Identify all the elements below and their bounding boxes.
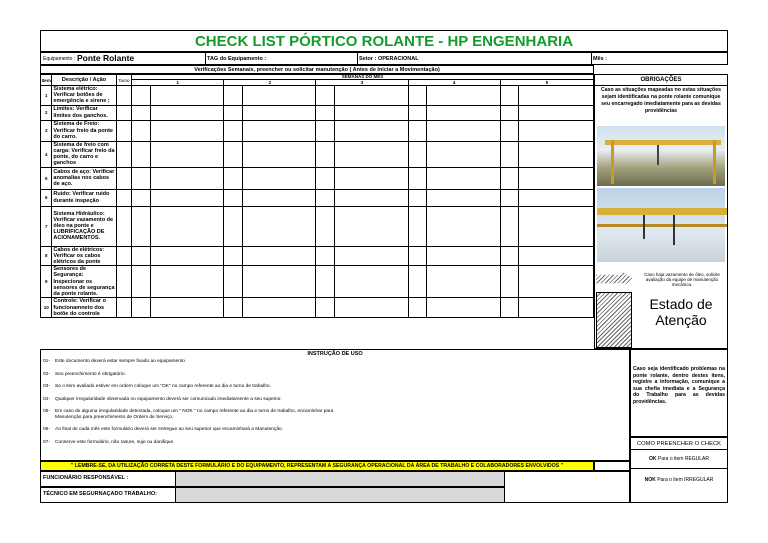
table-row: [41, 206, 594, 246]
instruction-number: 07-: [43, 439, 50, 445]
check-cell[interactable]: [408, 189, 427, 206]
instrucoes-title: INSTRUÇÃO DE USO: [307, 351, 363, 357]
instruction-number: 02-: [43, 371, 50, 377]
tag-label[interactable]: TAG do Equipamento :: [207, 56, 267, 62]
check-cell[interactable]: [132, 86, 151, 106]
check-cell[interactable]: [316, 266, 335, 298]
turno-cell[interactable]: [116, 298, 132, 318]
table-row: [41, 246, 594, 266]
table-row: [41, 266, 594, 298]
check-cell[interactable]: [242, 206, 316, 246]
check-cell[interactable]: [500, 266, 519, 298]
funcionario-label: FUNCIONÁRIO RESPONSÁVEL :: [43, 475, 129, 481]
check-cell[interactable]: [427, 298, 501, 318]
check-cell[interactable]: [427, 189, 501, 206]
check-cell[interactable]: [242, 266, 316, 298]
check-cell[interactable]: [500, 167, 519, 189]
check-cell[interactable]: [427, 86, 501, 106]
check-cell[interactable]: [427, 206, 501, 246]
check-cell[interactable]: [335, 266, 409, 298]
turno-cell[interactable]: [116, 86, 132, 106]
check-cell[interactable]: [519, 105, 594, 120]
check-cell[interactable]: [335, 86, 409, 106]
instruction-text: Seu preenchimento é obrigatório.: [55, 371, 126, 377]
instruction-line: [43, 440, 627, 446]
turno-cell[interactable]: [116, 120, 132, 141]
check-cell[interactable]: [242, 189, 316, 206]
item-number: 6: [41, 189, 52, 206]
check-cell[interactable]: [132, 246, 151, 266]
funcionario-field[interactable]: [175, 472, 505, 486]
equip-value[interactable]: Ponte Rolante: [77, 53, 135, 63]
instruction-text: Em caso de alguma irregularidade detectada, coloque um " NOK " no campo referente ao dia e turno de trabalho, encaminhar para Manutenção para preenchimento de Ordem de Serviço.: [55, 409, 334, 420]
check-cell[interactable]: [335, 167, 409, 189]
instruction-text: Ao final de cada mês este formulário deverá ser entregue ao seu superior que encaminhará a Manutenção.: [55, 427, 283, 432]
instruction-number: 05-: [43, 409, 50, 414]
item-number: 4: [41, 141, 52, 167]
check-cell[interactable]: [316, 246, 335, 266]
lembrete-spacer: [594, 461, 630, 471]
instruction-line: [43, 397, 627, 403]
check-cell[interactable]: [335, 298, 409, 318]
check-cell[interactable]: [150, 105, 224, 120]
table-row: [41, 141, 594, 167]
item-description: Sensores de Segurança: Inspecionar os sensores de segurança da ponte rolante.: [53, 266, 115, 298]
check-cell[interactable]: [242, 86, 316, 106]
check-cell[interactable]: [519, 206, 594, 246]
item-description: Cabos de aço: Verificar anomalias nos cabos de aço.: [53, 168, 115, 188]
check-cell[interactable]: [500, 206, 519, 246]
check-cell[interactable]: [316, 167, 335, 189]
check-cell[interactable]: [316, 189, 335, 206]
week-2-header: 2: [224, 80, 316, 86]
check-cell[interactable]: [150, 206, 224, 246]
table-row: [41, 120, 594, 141]
check-cell[interactable]: [150, 246, 224, 266]
check-cell[interactable]: [132, 105, 151, 120]
week-1-header: 1: [132, 80, 224, 86]
instrucoes-panel: [40, 349, 630, 461]
check-cell[interactable]: [224, 141, 243, 167]
check-cell[interactable]: [242, 246, 316, 266]
check-cell[interactable]: [408, 167, 427, 189]
table-row: [41, 167, 594, 189]
footer-funcionario-row: [40, 471, 504, 487]
instruction-line: [43, 359, 627, 365]
check-cell[interactable]: [427, 105, 501, 120]
check-cell[interactable]: [408, 105, 427, 120]
obrigacoes-title: OBRIGAÇÕES: [595, 75, 727, 86]
ok-text: Para o item REGULAR: [657, 456, 710, 462]
item-number: 9: [41, 266, 52, 298]
check-cell[interactable]: [519, 189, 594, 206]
item-description: Cabos de elétricos: Verificar os cabos elétricos da ponte: [52, 246, 116, 266]
crane-photo-2: [597, 188, 725, 262]
check-cell[interactable]: [150, 266, 224, 298]
check-cell[interactable]: [224, 189, 243, 206]
check-cell[interactable]: [242, 141, 316, 167]
weeks-header: SEMANAS DO MÊS: [132, 75, 594, 80]
check-cell[interactable]: [519, 246, 594, 266]
turno-cell[interactable]: [116, 206, 132, 246]
check-cell[interactable]: [408, 120, 427, 141]
ok-label: OK: [648, 456, 657, 462]
check-cell[interactable]: [316, 86, 335, 106]
check-cell[interactable]: [224, 298, 243, 318]
check-cell[interactable]: [150, 167, 224, 189]
instruction-text: Se o item avaliado estiver em ordem coloque um "OK" no campo referente ao dia e turno de trabalho.: [55, 384, 271, 389]
check-cell[interactable]: [500, 105, 519, 120]
check-cell[interactable]: [132, 120, 151, 141]
subheader: Verificações Semanais, preencher ou solicitar manutenção ( Antes de Iniciar a Movimentação): [40, 65, 594, 74]
arrow-graphic-2: [596, 292, 632, 348]
setor-label: Setor : OPERACIONAL: [359, 56, 419, 62]
estado-title: Estado de Atenção: [649, 296, 713, 328]
check-cell[interactable]: [335, 141, 409, 167]
check-cell[interactable]: [150, 120, 224, 141]
check-cell[interactable]: [132, 189, 151, 206]
turno-cell[interactable]: [116, 105, 132, 120]
instruction-number: 04-: [43, 396, 50, 402]
check-cell[interactable]: [427, 141, 501, 167]
col-desc-header: Descrição / Ação: [52, 75, 116, 86]
table-row: [41, 298, 594, 318]
check-cell[interactable]: [519, 167, 594, 189]
como-title: COMO PREENCHER O CHECK: [631, 438, 727, 450]
item-description: Sistema elétrico: Verificar botões de emergência e sirene ;: [52, 86, 116, 106]
tecnico-label: TÉCNICO EM SEGURNAÇADO TRABALHO:: [43, 491, 157, 497]
instruction-line: [43, 372, 627, 378]
turno-cell[interactable]: [116, 167, 132, 189]
week-4-header: 4: [408, 80, 500, 86]
item-description: Sistema Hidráulico: Verificar vazamento de óleo na ponte e LUBRIFICAÇÃO DE ACIONAMENTOS.: [52, 206, 116, 246]
tecnico-field[interactable]: [175, 488, 505, 502]
check-cell[interactable]: [150, 189, 224, 206]
check-cell[interactable]: [224, 206, 243, 246]
check-cell[interactable]: [316, 206, 335, 246]
check-cell[interactable]: [224, 266, 243, 298]
nok-text: Para o item IRREGULAR: [657, 477, 714, 483]
item-number: 10: [41, 298, 52, 318]
check-cell[interactable]: [519, 266, 594, 298]
check-cell[interactable]: [224, 120, 243, 141]
estado-panel: [630, 349, 728, 437]
header-row: [40, 52, 728, 65]
footer-signature-box[interactable]: [504, 471, 630, 503]
checklist-table: [40, 74, 594, 318]
check-cell[interactable]: [408, 141, 427, 167]
item-description: Ruido: Verificar ruido durante inspeção: [52, 189, 116, 206]
check-cell[interactable]: [224, 246, 243, 266]
instruction-line: [43, 427, 627, 433]
turno-cell[interactable]: [116, 189, 132, 206]
nok-label: NOK: [644, 477, 656, 483]
check-cell[interactable]: [500, 120, 519, 141]
check-cell[interactable]: [150, 86, 224, 106]
check-cell[interactable]: [132, 141, 151, 167]
check-cell[interactable]: [500, 189, 519, 206]
item-number: 7: [41, 206, 52, 246]
table-row: [41, 105, 594, 120]
check-cell[interactable]: [427, 120, 501, 141]
check-cell[interactable]: [500, 86, 519, 106]
check-cell[interactable]: [408, 266, 427, 298]
check-cell[interactable]: [242, 105, 316, 120]
item-description: Controle: Verificar o funcionamneto dos botõe do controle: [52, 298, 116, 318]
check-cell[interactable]: [427, 266, 501, 298]
check-cell[interactable]: [224, 86, 243, 106]
check-cell[interactable]: [132, 266, 151, 298]
check-cell[interactable]: [132, 167, 151, 189]
check-cell[interactable]: [150, 298, 224, 318]
item-number: 8: [41, 246, 52, 266]
crane-photo-1: [597, 126, 725, 186]
table-row: [41, 189, 594, 206]
equip-label: Equipamento :: [43, 56, 76, 62]
turno-cell[interactable]: [116, 266, 132, 298]
instruction-number: 01-: [43, 359, 50, 364]
instruction-text: Conserve este formulário, não rasure, suje ou danifique.: [55, 439, 175, 445]
mes-label[interactable]: Mês :: [593, 56, 608, 62]
instruction-text: Este documento deverá estar sempre fixado ao equipamento: [55, 359, 185, 364]
check-cell[interactable]: [335, 189, 409, 206]
item-number: 2: [41, 105, 52, 120]
item-description: Sistema de Freio: Verificar freio da ponte do carro.: [52, 120, 116, 141]
check-cell[interactable]: [335, 246, 409, 266]
check-cell[interactable]: [427, 167, 501, 189]
check-cell[interactable]: [224, 105, 243, 120]
check-cell[interactable]: [316, 298, 335, 318]
turno-cell[interactable]: [116, 141, 132, 167]
lembrete-banner: " LEMBRE-SE, DA UTILIZAÇÃO CORRETA DESTE FORMULÁRIO E DO EQUIPAMENTO, REPRESENTAM A SEGURANÇA OPERACIONAL DA ÁREA DE TRABALHO E COLABORADORES ENVOLVIDOS ": [40, 461, 594, 471]
check-cell[interactable]: [500, 141, 519, 167]
week-5-header: 5: [500, 80, 593, 86]
check-cell[interactable]: [242, 298, 316, 318]
check-cell[interactable]: [408, 246, 427, 266]
check-cell[interactable]: [316, 120, 335, 141]
footer-tecnico-row: [40, 487, 504, 503]
obrigacoes-text: Caso as situações mapeadas no estas situações sejam identificadas na ponte rolante comunique seu encarregado imediatamente para as devidas providências: [601, 87, 721, 114]
check-cell[interactable]: [242, 120, 316, 141]
check-cell[interactable]: [132, 298, 151, 318]
check-cell[interactable]: [519, 86, 594, 106]
week-3-header: 3: [316, 80, 408, 86]
item-description: Limites: Verificar limites dos ganchos.: [52, 105, 116, 120]
instruction-line: [43, 384, 627, 390]
turno-cell[interactable]: [116, 246, 132, 266]
check-cell[interactable]: [408, 298, 427, 318]
table-row: [41, 86, 594, 106]
page-title: CHECK LIST PÓRTICO ROLANTE - HP ENGENHARIA: [40, 30, 728, 52]
check-cell[interactable]: [408, 206, 427, 246]
check-cell[interactable]: [519, 120, 594, 141]
item-number: 1: [41, 86, 52, 106]
item-number: 3: [41, 120, 52, 141]
check-cell[interactable]: [150, 141, 224, 167]
item-number: 5: [41, 167, 52, 189]
check-cell[interactable]: [335, 105, 409, 120]
check-cell[interactable]: [500, 298, 519, 318]
check-cell[interactable]: [316, 141, 335, 167]
check-cell[interactable]: [242, 167, 316, 189]
check-cell[interactable]: [519, 141, 594, 167]
check-cell[interactable]: [316, 105, 335, 120]
instruction-text: Qualquer irregularidade observada no equipamento deverá ser comunicado imediatamente a seu superior.: [55, 396, 282, 402]
check-cell[interactable]: [132, 206, 151, 246]
check-cell[interactable]: [335, 120, 409, 141]
check-cell[interactable]: [224, 167, 243, 189]
check-cell[interactable]: [335, 206, 409, 246]
check-cell[interactable]: [519, 298, 594, 318]
col-item-header: Item: [41, 75, 52, 86]
instruction-number: 03-: [43, 384, 50, 389]
check-cell[interactable]: [427, 246, 501, 266]
col-turno-header: Turno: [116, 75, 132, 86]
como-panel: [630, 437, 728, 503]
estado-text: Caso seja identificado problemas na ponte rolante, dentro destes itens, registre a informação, comunique a sua chefia imediata e a Segurança do Trabalho para as devidas providências.: [633, 366, 725, 405]
item-description: Sistema de freio com carga: Verificar freio da ponte, do carro e ganchos: [53, 141, 115, 167]
check-cell[interactable]: [500, 246, 519, 266]
check-cell[interactable]: [408, 86, 427, 106]
instruction-number: 06-: [43, 427, 50, 432]
obrigacoes-caption: Caso haja vazamento de óleo, solicite avaliação da equipe de manutenção mecânica.: [644, 272, 720, 287]
instruction-line: [43, 409, 627, 420]
